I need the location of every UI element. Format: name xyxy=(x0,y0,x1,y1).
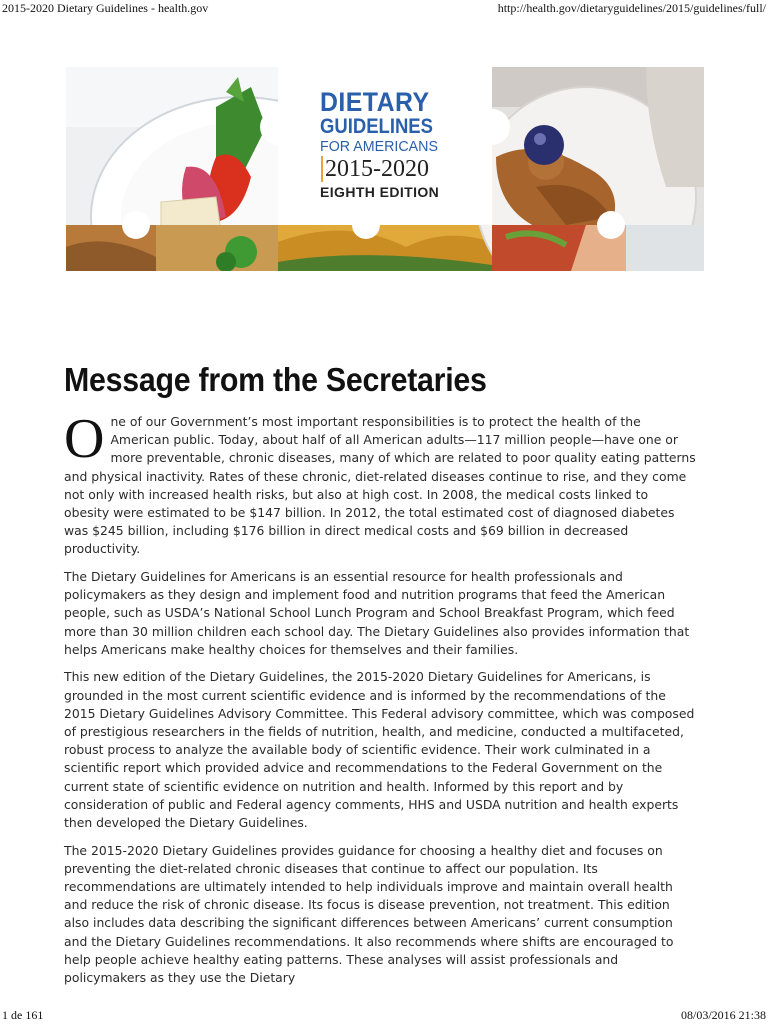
logo-line-edition: EIGHTH EDITION xyxy=(320,184,440,200)
paragraph-1-text: ne of our Government’s most important responsibilities is to protect the health of the American public. Today, about half of all American adults—117 million people—have one or more preventable, chronic diseases, many of which are related to poor quality eating patterns and physical inactivity. Rates of these chronic, diet-related diseases continue to rise, and they come not only with increased health risks, but also at high cost. In 2008, the medical costs linked to obesity were estimated to be $147 billion. In 2012, the total estimated cost of diagnosed diabetes was $245 billion, including $176 billion in direct medical costs and $69 billion in decreased productivity. xyxy=(64,414,696,557)
print-header-title: 2015-2020 Dietary Guidelines - health.gov xyxy=(2,1,209,15)
print-datetime: 08/03/2016 21:38 xyxy=(680,1008,766,1022)
logo-line-for-americans: FOR AMERICANS xyxy=(320,138,438,155)
page-counter: 1 de 161 xyxy=(2,1008,44,1022)
paragraph-3: This new edition of the Dietary Guidelines, the 2015-2020 Dietary Guidelines for Americans, is grounded in the most current scientific evidence and is informed by the recommendations of the 2015 Dietary Guidelines Advisory Committee. This Federal advisory committee, which was composed of prestigious researchers in the fields of nutrition, health, and medicine, conducted a multifaceted, robust process to analyze the available body of scientific evidence. Their work culminated in a scientific report which provided advice and recommendations to the Federal Government on the current state of scientific evidence on nutrition and health. Informed by this report and by consideration of public and Federal agency comments, HHS and USDA nutrition and health experts then developed the Dietary Guidelines. xyxy=(64,669,695,831)
logo-line-years: 2015-2020 xyxy=(321,156,460,182)
drop-cap: O xyxy=(64,408,105,470)
print-header xyxy=(0,0,768,18)
logo-line-guidelines: GUIDELINES xyxy=(320,115,433,138)
paragraph-1 xyxy=(64,408,696,559)
print-footer xyxy=(0,1006,768,1024)
logo-line-dietary: DIETARY xyxy=(320,87,430,117)
dietary-guidelines-logo xyxy=(320,88,460,202)
paragraph-2: The Dietary Guidelines for Americans is an essential resource for health professionals and policymakers as they design and implement food and nutrition programs that feed the American people, such as USDA’s National School Lunch Program and School Breakfast Program, which feed more than 30 million children each school day. The Dietary Guidelines also provides information that helps Americans make healthy choices for themselves and their families. xyxy=(64,569,690,657)
print-header-url[interactable]: http://health.gov/dietaryguidelines/2015/guidelines/full/ xyxy=(497,1,766,15)
page-title: Message from the Secretaries xyxy=(64,361,487,398)
paragraph-4: The 2015-2020 Dietary Guidelines provides guidance for choosing a healthy diet and focuses on preventing the diet-related chronic diseases that continue to affect our population. Its recommendations are ultimately intended to help individuals improve and maintain overall health and reduce the risk of chronic disease. Its focus is disease prevention, not treatment. This edition also includes data describing the significant differences between Americans’ current consumption and the Dietary Guidelines recommendations. It also recommends where shifts are encouraged to help people achieve healthy eating patterns. These analyses will assist professionals and policymakers as they use the Dietary xyxy=(64,842,674,986)
document-body xyxy=(64,408,696,997)
